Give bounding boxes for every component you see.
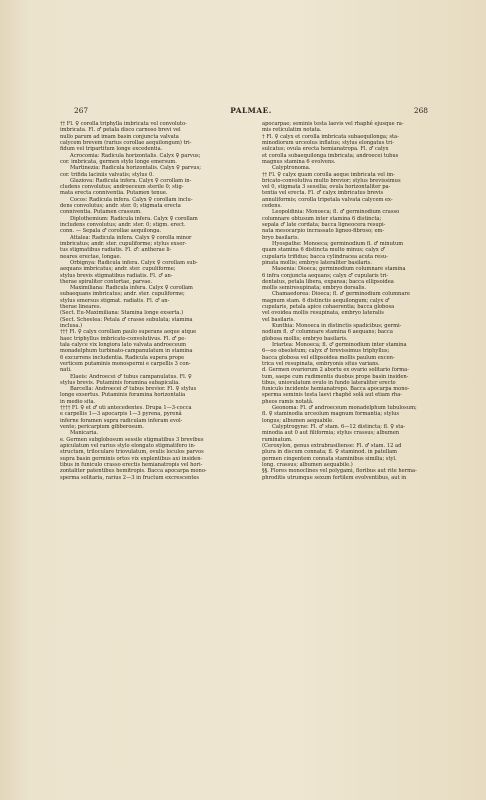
text-line: tum, saepe cum rudimentis duobus prope basin insiden- <box>262 373 409 380</box>
text-line: therae spiraliter contortae, parvae. <box>60 278 153 285</box>
text-line: longe exsertus. Putaminis foramina horizontalia <box>60 392 186 399</box>
text-line: inclusa.) <box>60 323 83 329</box>
text-line: conn. — Sepala ♂ corollae aequilonga. <box>60 228 162 235</box>
text-line: tibus in funiculo crasso erectis hemianatropis vel hori- <box>60 461 203 468</box>
text-line: bricato-convolutiva multo brevior; stylus brevissimus <box>262 177 401 184</box>
text-line: funiculo incidente hemianatropo. Bacca apocarpa mono- <box>262 386 410 393</box>
text-line: in medio sita. <box>60 398 96 405</box>
text-line: vel 0, stigmata 3 sessilia; ovula horizontaliter pa- <box>262 184 391 191</box>
text-line: longus; albumen aequabile. <box>262 417 334 424</box>
text-line: minodia aut 0 aut filiformia; stylus crassus; albumen <box>262 430 400 437</box>
text-line: columnare obtusum inter stamina 6 distincta; <box>262 215 382 222</box>
text-line: et corolla subaequilonga imbricata; androecei tubus <box>262 152 399 159</box>
text-line: tentia vel erecta. Fl. ♂ calyx imbricatus brevis <box>262 190 384 197</box>
text-line: e. Germen subglobosum sessile stigmatibus 3 brevibus <box>60 436 204 443</box>
text-line: (Ceroxylon, genus extrabrasiliense: Fl. ♂ stam. 12 ad <box>262 442 402 449</box>
text-line: trica vel resupinata, embryonis situs varians. <box>262 360 380 367</box>
text-line: neares erectae, longae. <box>60 253 122 260</box>
text-line: (Sect. Eu-Maximiliana: Stamina longe exserta.) <box>60 310 184 317</box>
text-line: cor. imbricata, germen stylo longe emersum. <box>60 158 177 165</box>
text-line: Acrocomia: Radicula horizontalis. Calyx ♀ parvus; <box>70 152 201 159</box>
page-header <box>74 106 428 115</box>
text-line: sepala ♂ late cordata; bacca ligneocera resupi- <box>262 222 386 228</box>
right-text-column <box>262 121 432 481</box>
text-line: nata mesocarpio incrassato ligneo-fibroso; em- <box>262 228 385 235</box>
text-line: mata erecta conniventia. Putamen tenue. <box>60 190 168 197</box>
text-line: Iriartea: Monoeca; fl. ♂ germinodium inter stamina <box>272 341 407 348</box>
text-line: apocarpae; seminis testa laevis vel rhaphê ejusque ra- <box>262 121 404 127</box>
text-line: stylus emersus stigmat. radiatis. Fl. ♂ an- <box>60 297 170 304</box>
text-line: §§. Flores monoclines vel polygami, floribus aut rite herma- <box>262 468 417 475</box>
text-line: monadelphum turbinato-campanulatum in stamina <box>60 348 193 355</box>
text-line: pheos ramis notatâ. <box>262 398 314 405</box>
text-line: therae lineares. <box>60 304 102 311</box>
text-line: minodiorum urceolus inflatus; stylus elongatus tri- <box>262 139 394 146</box>
page-number-left: 267 <box>74 106 89 115</box>
text-line: bryo basilaris. <box>262 234 300 241</box>
text-line: nati. <box>60 367 72 374</box>
text-line: zontaliter patentibus hemitropis. Bacca apocarpa mono- <box>60 468 207 475</box>
text-line: ††† Fl. ♀ calyx corollam paulo superans aeque atque <box>60 329 197 336</box>
text-line: includens convolutus; andr. ster. 0; stigm. erect. <box>60 222 186 228</box>
text-line: apiculatum vel rarius stylo elongato stigmatifero in- <box>60 442 196 449</box>
text-line: Calyptronoma. <box>272 165 311 172</box>
text-line: cor. trifida laciniis valvatis; stylus 0. <box>60 171 154 178</box>
text-line: magnum stam. 6 distinctis aequilongum; calyx ♂ <box>262 297 390 304</box>
text-line: Kunthia: Monoeca in distinctis spadicibus; germi- <box>272 323 402 329</box>
left-text-column <box>60 121 256 481</box>
text-line: Elaeis: Androecei ♂ tubus campanulatus. Fl. ♀ <box>70 373 192 380</box>
text-line: ruminatum. <box>262 436 293 443</box>
text-line: Hyospathe: Monoeca; germinodium fl. ♂ minutum <box>272 240 404 247</box>
text-line: Maximiliana: Radicula infera. Calyx ♀ corollam <box>70 285 193 292</box>
text-line: vel basilaris. <box>262 316 295 323</box>
text-line: imbricata. Fl. ♂ petala disco carnoso brevi vel <box>60 127 181 134</box>
text-line: germen cingentem connata staminibus similia; styl. <box>262 455 397 462</box>
text-line: cupularis, petala apice cohaerentia; bacca globosa <box>262 304 395 311</box>
text-line: sperma seminis testa laevi rhaphê solâ aut etiam rha- <box>262 392 403 399</box>
text-line: Calyptrogyne: Fl. ♂ stam. 6—12 distincta; fl. ♀ sta- <box>272 424 406 430</box>
text-line: long. crassus; albumen aequabile.) <box>262 461 353 468</box>
text-line: aequans imbricatus; andr. ster. cupuliforme; <box>60 266 176 273</box>
text-line: Attalea: Radicula infera. Calyx ♀ corolla minor <box>70 234 192 241</box>
text-line: cupularis trifidus; bacca cylindracea acuta resu- <box>262 253 388 260</box>
text-line: haec triphyllus imbricato-convolutivus. Fl. ♂ pe- <box>60 335 187 342</box>
text-line: quam stamina 6 distincta multo minus; calyx ♂ <box>262 247 386 254</box>
text-line: verticem putaminis monospermi e carpellis 3 con- <box>60 360 191 367</box>
text-line: tus stigmatibus radiatis. Fl. ♂: antherae li- <box>60 247 172 254</box>
text-line: nullo parum ad imam basin conjuncta valvata <box>60 133 179 140</box>
text-line: †††† Fl. ♀ et ♂ uti antecedentes. Drupa 1—3-cocca <box>60 405 192 412</box>
text-line: plura in discum connata; fl. ♀ staminod. in patellam <box>262 449 398 456</box>
text-line: †† Fl. ♀ corolla triphylla imbricata vel convoluto- <box>60 121 187 127</box>
text-line: Glaziova: Radicula infera. Calyx ♀ corollam in- <box>70 177 192 184</box>
text-line: (Sect. Scheelea: Petala ♂ crasse subulata; stamina <box>60 316 193 323</box>
text-line: sperma solitaria, rarius 2—3 in fructum excrescentes <box>60 474 200 481</box>
text-line: Geonoma: Fl. ♂ androeceum monadelphum tubulosum; <box>272 405 417 412</box>
text-line: globosa mollis; embryo basilaris. <box>262 335 348 342</box>
text-line: tala calyce vix longiora lato valvata androeceum <box>60 341 187 348</box>
page-number-right: 268 <box>413 106 428 115</box>
text-line: Manicaria. <box>70 430 99 437</box>
text-line: structum, triloculare triovulatum, ovulis loculos parvos <box>60 449 204 456</box>
text-line: 6 excurrens includentia. Radicula supera prope <box>60 354 185 361</box>
text-line: †† Fl. ♀ calyx quam corolla aeque imbricata vel im- <box>262 171 395 178</box>
text-line: e carpellis 1—3 apocarpis 1—3 pyrena, pyrenâ <box>60 411 182 418</box>
text-line: Maoenia: Dioeca; germinodium columnare stamina <box>272 266 406 273</box>
text-line: mis reticulatim notata. <box>262 127 322 134</box>
text-line: cedens. <box>262 203 282 210</box>
text-line: annuliformis; corolla tripetala valvata calycem ex- <box>262 196 393 203</box>
text-line: Leopoldinia: Monoeca; fl. ♂ germinodium crasso <box>272 209 400 216</box>
text-line: Barcella: Androecei ♂ tubus brevior. Fl. ♀ stylus <box>70 386 197 393</box>
text-line: stylus brevis stigmatibus radiatis. Fl. ♂ an- <box>60 272 173 279</box>
text-line: Cocos: Radicula infera. Calyx ♀ corollam inclu- <box>70 196 193 203</box>
text-line: fidum vel tripartitum longe excedentia. <box>60 146 163 153</box>
text-line: stylus brevis. Putaminis foramina subapicalia. <box>60 379 180 386</box>
text-line: sulcatus; ovula erecta hemianatropa. Fl. ♂ calyx <box>262 146 389 153</box>
text-line: cludens convolutus; androeceum sterile 0; stig- <box>60 184 184 191</box>
text-line: conniventia. Putamen crassum. <box>60 209 142 216</box>
text-line: fl. ♀ staminodia urceolum magnum formantia; stylus <box>262 411 400 418</box>
text-line: 6 infra conjuncta aequans; calyx ♂ cupularis tri- <box>262 272 389 279</box>
page-title: PALMAE. <box>230 106 272 115</box>
text-line: tibus, uniovulatum ovulo in fundo lateraliter erecto <box>262 379 396 386</box>
text-line: mollis semiresupinata; embryo dorsalis. <box>262 285 367 292</box>
text-line: supra basin germinis ortos vix explentibus axi insiden- <box>60 455 203 462</box>
text-line: subaequans imbricatus; andr. ster. cupuliforme; <box>60 291 185 298</box>
text-line: Martinezia: Radicula horizontalis. Calyx ♀ parvus; <box>70 165 201 172</box>
text-line: phroditis utrumque sexum fertilem evolventibus, aut in <box>262 474 407 481</box>
text-line: pinata mollis; embryo lateraliter basilaris. <box>262 259 372 266</box>
text-line: bacca globosa vel ellipsoidea mollis paulum excen- <box>262 354 395 361</box>
text-line: inferne foramen supra radiculam inferam evol- <box>60 417 183 424</box>
text-line: Chamaedorea: Dioeca; fl. ♂ germinodium columnare <box>272 291 410 298</box>
text-line: Orbignya: Radicula infera. Calyx ♀ corollam sub- <box>70 259 198 266</box>
text-line: vente; pericarpium gibberosum. <box>60 424 144 430</box>
text-line: vel ovoidea mollis resupinata, embryo lateralis <box>262 310 384 317</box>
text-line: imbricatus; andr. ster. cupuliforme; stylus exser- <box>60 240 187 247</box>
text-line: 6—oo obsoletum; calyx ♂ brevissimus triphyllus; <box>262 348 390 355</box>
text-line: dentatus, petala libera, expansa; bacca ellipsoidea <box>262 278 394 285</box>
text-line: dens convolutus; andr. ster. 0; stigmata erecta <box>60 203 181 210</box>
text-line: calycem brevem (rarius corollae aequilongum) tri- <box>60 139 192 146</box>
text-line: d. Germen ovariorum 2 abortu ex ovario solitario forma- <box>262 367 409 374</box>
text-line: † Fl. ♀ calyx et corolla imbricata subaequilonga; sta- <box>262 133 399 140</box>
text-line: Diplothemium: Radicula infera. Calyx ♀ corollam <box>70 215 198 222</box>
text-line: nodium fl. ♂ columnare stamina 6 aequans; bacca <box>262 329 393 336</box>
text-line: magnus stamina 6 evolvens. <box>262 158 336 165</box>
